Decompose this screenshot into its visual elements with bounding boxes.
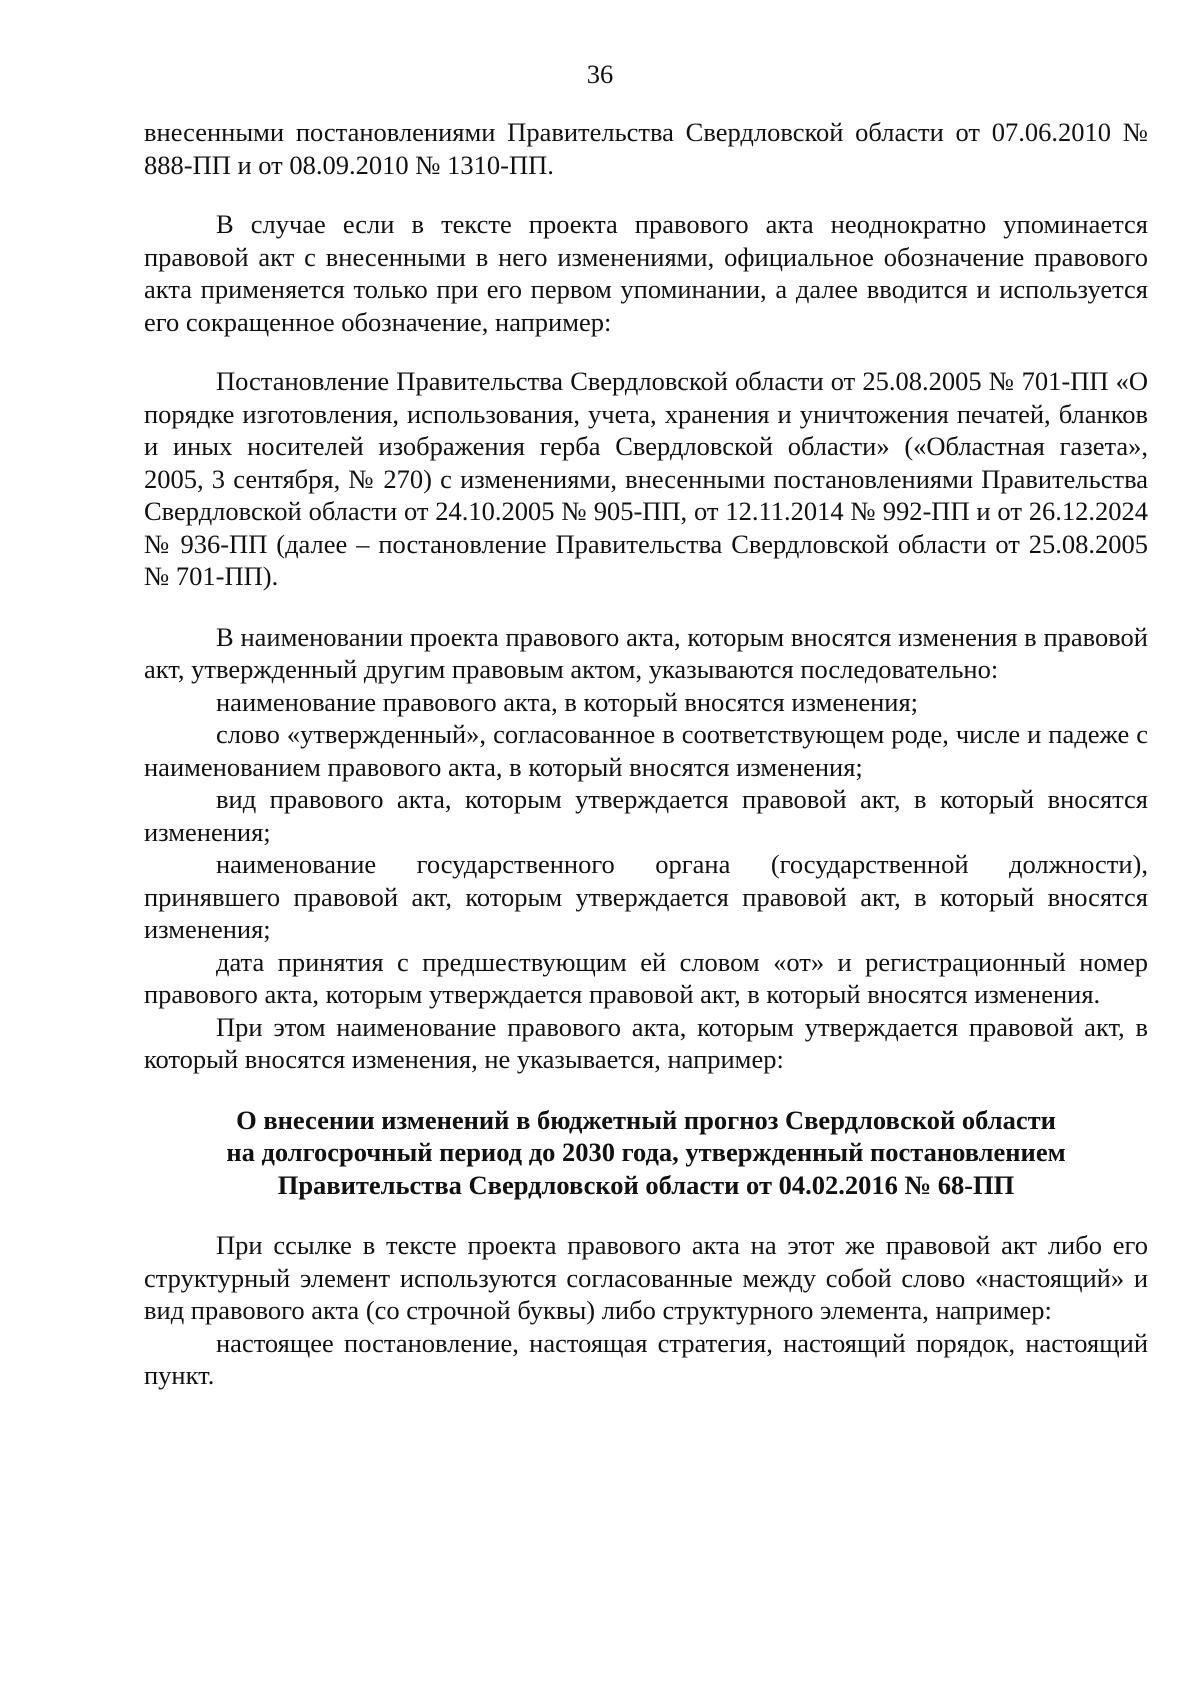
document-body <box>144 116 1148 1392</box>
example-title-line-2: на долгосрочный период до 2030 года, утвержденный постановлением <box>226 1137 1066 1167</box>
example-title-block <box>144 1104 1148 1202</box>
paragraph-self-reference-rule: При ссылке в тексте проекта правового акта на этот же правовой акт либо его структурный элемент используются согласованные между собой слово «настоящий» и вид правового акта (со строчной буквы) либо структурного элемента, например: <box>144 1230 1148 1325</box>
paragraph-example-resolution: Постановление Правительства Свердловской области от 25.08.2005 № 701-ПП «О порядке изготовления, использования, учета, хранения и уничтожения печатей, бланков и иных носителей изображения герба Свердловской области» («Областная газета», 2005, 3 сентября, № 270) с изменениями, внесенными постановлениями Правительства Свердловской области от 24.10.2005 № 905-ПП, от 12.11.2014 № 992-ПП и от 26.12.2024 № 936-ПП (далее – постановление Правительства Свердловской области от 25.08.2005 № 701-ПП). <box>144 366 1148 591</box>
list-item-approved-word: слово «утвержденный», согласованное в соответствующем роде, числе и падеже с наименованием правового акта, в который вносятся изменения; <box>144 719 1148 782</box>
paragraph-gap <box>144 181 1148 208</box>
example-title-line-3: Правительства Свердловской области от 04.02.2016 № 68-ПП <box>277 1169 1015 1200</box>
paragraph-repeated-mention-rule: В случае если в тексте проекта правового акта неоднократно упоминается правовой акт с внесенными в него изменениями, официальное обозначение правового акта применяется только при его первом упоминании, а далее вводится и используется его сокращенное обозначение, например: <box>144 209 1148 337</box>
list-item-act-name: наименование правового акта, в который вносятся изменения; <box>216 686 919 717</box>
example-title-line-1: О внесении изменений в бюджетный прогноз Свердловской области <box>236 1104 1056 1135</box>
paragraph-self-reference-example: настоящее постановление, настоящая стратегия, настоящий порядок, настоящий пункт. <box>144 1327 1148 1390</box>
list-item-date-and-number: дата принятия с предшествующим ей словом «от» и регистрационный номер правового акта, которым утверждается правовой акт, в который вносятся изменения. <box>144 946 1148 1009</box>
paragraph-title-order-rule: В наименовании проекта правового акта, которым вносятся изменения в правовой акт, утвержденный другим правовым актом, указываются последовательно: <box>144 621 1148 684</box>
paragraph-gap <box>144 593 1148 621</box>
paragraph-gap <box>144 1076 1148 1104</box>
paragraph-gap <box>144 1201 1148 1229</box>
paragraph-gap <box>144 338 1148 365</box>
list-item-authority-name: наименование государственного органа (государственной должности), принявшего правовой акт, которым утверждается правовой акт, в который вносятся изменения; <box>144 849 1148 944</box>
page-number: 36 <box>586 59 614 89</box>
list-item-act-type: вид правового акта, которым утверждается правовой акт, в который вносятся изменения; <box>144 784 1148 847</box>
paragraph-continuation: внесенными постановлениями Правительства Свердловской области от 07.06.2010 № 888-ПП и от 08.09.2010 № 1310-ПП. <box>144 117 1148 180</box>
paragraph-not-specified-rule: При этом наименование правового акта, которым утверждается правовой акт, в который вносятся изменения, не указывается, например: <box>144 1011 1148 1074</box>
